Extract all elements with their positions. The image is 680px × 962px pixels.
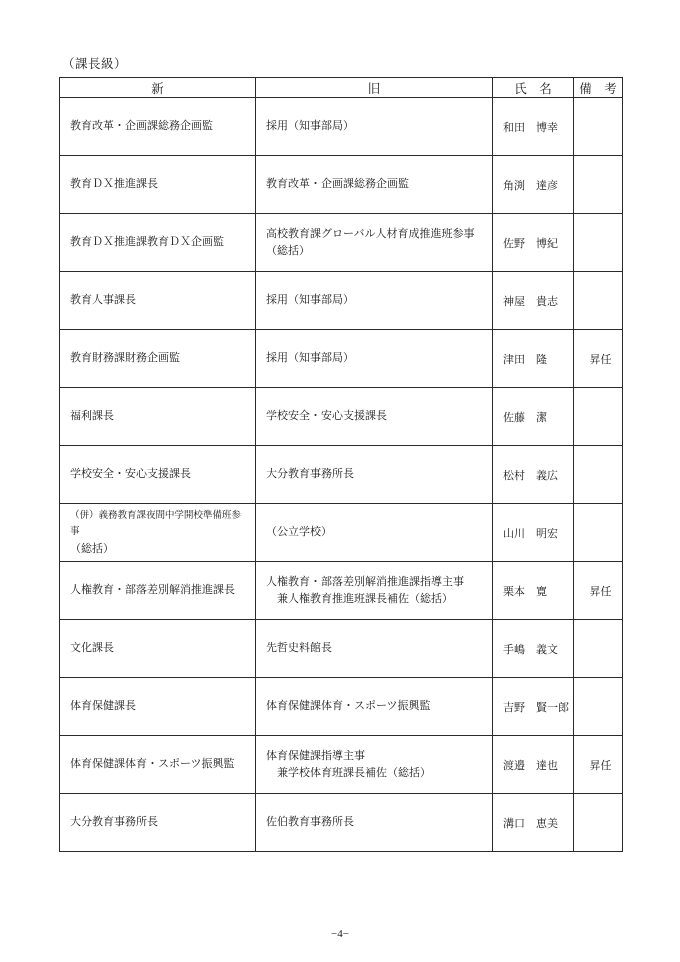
- table-row: [60, 446, 623, 504]
- cell-note: [574, 678, 623, 736]
- cell-new-position: [60, 504, 256, 562]
- cell-old-position: [256, 388, 493, 446]
- cell-old-position: [256, 736, 493, 794]
- cell-note: [574, 388, 623, 446]
- cell-new-position: [60, 446, 256, 504]
- cell-name: 山川 明宏: [493, 504, 574, 562]
- cell-old-position: [256, 98, 493, 156]
- cell-line: 兼人権教育推進班課長補佐（総括）: [266, 592, 453, 605]
- cell-note: [574, 794, 623, 852]
- cell-new-position: [60, 562, 256, 620]
- table-row: [60, 620, 623, 678]
- column-header-note: 備 考: [574, 78, 623, 98]
- cell-line: 人権教育・部落差別解消推進課指導主事: [266, 576, 464, 588]
- table-row: [60, 330, 623, 388]
- cell-line: 先哲史料館長: [266, 642, 332, 655]
- cell-note: 昇任: [574, 736, 623, 794]
- table-row: [60, 504, 623, 562]
- cell-new-position: [60, 214, 256, 272]
- cell-line: （総括）: [266, 244, 310, 257]
- cell-line: 教育財務課財務企画監: [70, 352, 180, 365]
- cell-name: 角渕 達彦: [493, 156, 574, 214]
- cell-line: 体育保健課体育・スポーツ振興監: [70, 758, 235, 771]
- cell-name: 神屋 貴志: [493, 272, 574, 330]
- cell-line: 福利課長: [70, 410, 114, 423]
- cell-old-position: [256, 156, 493, 214]
- column-header-name: 氏 名: [493, 78, 574, 98]
- cell-line: 教育ＤＸ推進課長: [70, 178, 158, 191]
- cell-note: [574, 446, 623, 504]
- cell-name: 栗本 寛: [493, 562, 574, 620]
- cell-note: 昇任: [574, 330, 623, 388]
- cell-name: 津田 隆: [493, 330, 574, 388]
- table-row: [60, 272, 623, 330]
- cell-old-position: [256, 446, 493, 504]
- cell-line: 体育保健課体育・スポーツ振興監: [266, 700, 431, 713]
- cell-line: 佐伯教育事務所長: [266, 816, 354, 829]
- column-header-old: 旧: [256, 78, 493, 98]
- cell-line: 学校安全・安心支援課長: [70, 468, 191, 481]
- cell-line: 大分教育事務所長: [70, 816, 158, 829]
- cell-name: 佐藤 潔: [493, 388, 574, 446]
- cell-line: 文化課長: [70, 642, 114, 655]
- cell-old-position: [256, 272, 493, 330]
- cell-old-position: [256, 330, 493, 388]
- table-row: [60, 214, 623, 272]
- cell-line: （公立学校）: [266, 526, 332, 539]
- cell-name: 吉野 賢一郎: [493, 678, 574, 736]
- cell-line: 高校教育課グローバル人材育成推進班参事: [266, 228, 475, 240]
- cell-old-position: [256, 214, 493, 272]
- cell-new-position: [60, 736, 256, 794]
- table-row: [60, 794, 623, 852]
- cell-line: （併）義務教育課夜間中学開校準備班参事: [70, 509, 241, 538]
- cell-new-position: [60, 272, 256, 330]
- cell-line: 学校安全・安心支援課長: [266, 410, 387, 423]
- cell-note: [574, 504, 623, 562]
- cell-note: [574, 156, 623, 214]
- cell-line: 大分教育事務所長: [266, 468, 354, 481]
- cell-line: 教育ＤＸ推進課教育ＤＸ企画監: [70, 236, 224, 249]
- cell-old-position: [256, 562, 493, 620]
- table-row: [60, 736, 623, 794]
- cell-line: 体育保健課長: [70, 700, 136, 713]
- cell-note: [574, 620, 623, 678]
- cell-name: 和田 博幸: [493, 98, 574, 156]
- cell-line: 体育保健課指導主事: [266, 750, 365, 762]
- cell-new-position: [60, 620, 256, 678]
- table-row: [60, 388, 623, 446]
- table-row: [60, 562, 623, 620]
- cell-line: 教育改革・企画課総務企画監: [70, 120, 213, 133]
- table-header-row: [60, 78, 623, 98]
- cell-name: 佐野 博紀: [493, 214, 574, 272]
- cell-name: 松村 義広: [493, 446, 574, 504]
- cell-old-position: [256, 504, 493, 562]
- section-label: （課長級）: [62, 57, 128, 71]
- cell-new-position: [60, 678, 256, 736]
- cell-name: 渡邉 達也: [493, 736, 574, 794]
- cell-line: 人権教育・部落差別解消推進課長: [70, 584, 235, 597]
- cell-note: [574, 272, 623, 330]
- cell-old-position: [256, 794, 493, 852]
- table-row: [60, 678, 623, 736]
- cell-line: 教育人事課長: [70, 294, 136, 307]
- column-header-new: 新: [60, 78, 256, 98]
- personnel-table: [59, 77, 623, 852]
- cell-old-position: [256, 678, 493, 736]
- cell-line: 兼学校体育班課長補佐（総括）: [266, 766, 431, 779]
- cell-new-position: [60, 98, 256, 156]
- cell-line: 採用（知事部局）: [266, 352, 354, 365]
- cell-note: 昇任: [574, 562, 623, 620]
- cell-new-position: [60, 388, 256, 446]
- cell-old-position: [256, 620, 493, 678]
- cell-name: 溝口 恵美: [493, 794, 574, 852]
- cell-new-position: [60, 794, 256, 852]
- cell-new-position: [60, 156, 256, 214]
- cell-line: 採用（知事部局）: [266, 294, 354, 307]
- cell-note: [574, 214, 623, 272]
- cell-line: 教育改革・企画課総務企画監: [266, 178, 409, 191]
- table-row: [60, 156, 623, 214]
- cell-line: （総括）: [70, 542, 114, 555]
- table-row: [60, 98, 623, 156]
- cell-name: 手嶋 義文: [493, 620, 574, 678]
- cell-new-position: [60, 330, 256, 388]
- table-body: [60, 98, 623, 852]
- cell-line: 採用（知事部局）: [266, 120, 354, 133]
- cell-note: [574, 98, 623, 156]
- page-number: −4−: [331, 928, 349, 940]
